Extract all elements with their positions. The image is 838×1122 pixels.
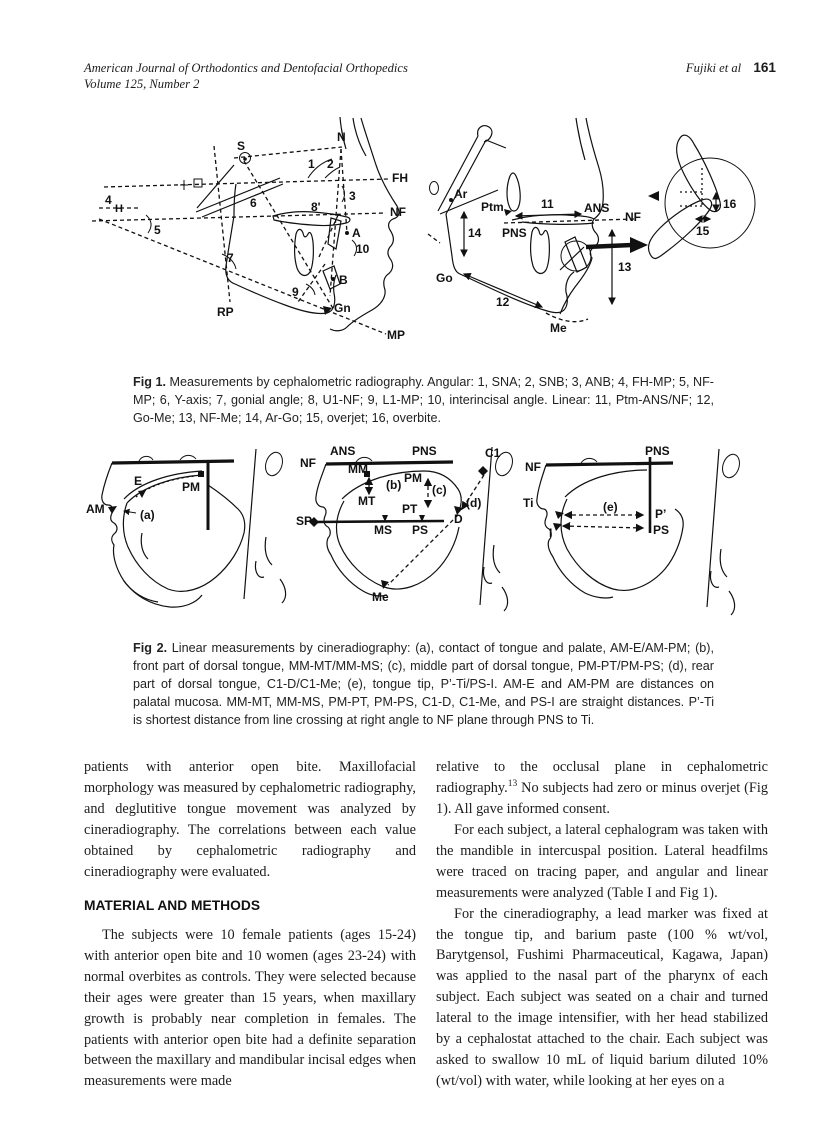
fig2-label-Ti: Ti xyxy=(523,496,534,510)
fig2-label-Pprime: P’ xyxy=(655,507,667,521)
paragraph-intro-continuation: patients with anterior open bite. Maxillofacial morphology was measured by cephalometric radiography, and deglutitive tongue movement was analyzed by cineradiography. The correlations between each value obtained by cephalometric radiography and cineradiography were evaluated. xyxy=(84,759,416,880)
fig2-label-a: (a) xyxy=(140,508,155,522)
fig2-label-b: (b) xyxy=(386,478,402,492)
fig1-label-Gn: Gn xyxy=(334,301,351,315)
paragraph-occlusal-plane-text2: No subjects had zero or minus overjet (Fig 1). All gave informed consent. xyxy=(436,779,768,817)
fig2-label-NF3: NF xyxy=(525,460,541,474)
figure-2 xyxy=(84,437,774,729)
fig1-label-MP: MP xyxy=(387,328,405,342)
fig2-panel-b xyxy=(296,444,515,611)
fig1-panel-overjet-overbite xyxy=(648,135,755,258)
paragraph-occlusal-plane-text: relative to the occlusal plane in cephalometric radiography. xyxy=(436,759,768,796)
fig1-num-7: 7 xyxy=(227,251,234,265)
fig1-num-1: 1 xyxy=(308,157,315,171)
fig2-label-c: (c) xyxy=(432,483,447,497)
fig1-num-13: 13 xyxy=(618,260,632,274)
figure-2-caption xyxy=(133,639,714,729)
fig1-label-FH: FH xyxy=(392,171,408,185)
fig1-label-N: N xyxy=(337,130,346,144)
journal-volume-issue: Volume 125, Number 2 xyxy=(84,77,200,92)
fig1-num-5: 5 xyxy=(154,223,161,237)
section-heading-material-and-methods: MATERIAL AND METHODS xyxy=(84,897,261,913)
fig1-label-RP: RP xyxy=(217,305,234,319)
fig1-num-8: 8' xyxy=(311,200,321,214)
fig1-panel-cephalometric-angles xyxy=(92,117,408,342)
fig2-label-PM: PM xyxy=(182,480,200,494)
figure-1-drawing xyxy=(84,116,796,362)
fig2-label-e: (e) xyxy=(603,500,618,514)
fig1-label-Me: Me xyxy=(550,321,567,335)
fig2-label-PS: PS xyxy=(412,523,429,537)
figure-2-drawing xyxy=(84,437,774,629)
figure-2-caption-label: Fig 2. xyxy=(133,641,168,655)
fig1-num-14: 14 xyxy=(468,226,482,240)
figure-2-caption-text: Linear measurements by cineradiography: (a), contact of tongue and palate, AM-E/AM-PM; (b), front part of dorsal tongue, MM-MT/MM-MS; (c), middle part of dorsal tongue, PM-PT/PM-PS; (d), rear part of dorsal tongue, C1-D/C1-Me; (e), tongue tip, P’-Ti/PS-I. AM-E and AM-PM are distances on palatal mucosa. MM-MT, MM-MS, PM-PT, PM-PS, C1-D, C1-Me, and PS-I are straight distances. P’-Ti is shortest distance from line crossing at right angle to NF plane through PNS to Ti. xyxy=(133,641,714,727)
paragraph-cineradiography: For the cineradiography, a lead marker was fixed at the tongue tip, and barium paste (100 % wt/vol, Barytgensol, Fushimi Pharmaceutical, Kagawa, Japan) was applied to the nasal part of the pharynx of each subject. Each subject was seated on a chair and turned lateral to the image intensifier, with her head stabilized by a cephalostat attached to the chair. Each subject was asked to swallow 10 mL of liquid barium diluted 10% (wt/vol) with water, while looking at her eyes on a xyxy=(436,905,768,1090)
fig1-num-15: 15 xyxy=(696,224,710,238)
fig1-label-B: B xyxy=(339,273,348,287)
fig2-label-MT: MT xyxy=(358,494,376,508)
fig1-num-3: 3 xyxy=(349,189,356,203)
fig2-label-NF: NF xyxy=(300,456,316,470)
fig2-label-PNS3: PNS xyxy=(645,444,670,458)
fig1-label-S: S xyxy=(237,139,246,153)
body-text xyxy=(84,757,768,1092)
fig2-label-SP: SP xyxy=(296,514,313,528)
fig2-label-I: I xyxy=(549,526,553,540)
fig2-panel-c xyxy=(523,444,742,615)
fig1-num-2: 2 xyxy=(327,157,334,171)
column-left xyxy=(84,757,416,1092)
fig1-label-ANS: ANS xyxy=(584,201,610,215)
fig2-label-D: D xyxy=(454,512,463,526)
fig2-label-PS3: PS xyxy=(653,523,670,537)
page-number: 161 xyxy=(753,60,776,75)
journal-title: American Journal of Orthodontics and Dentofacial Orthopedics xyxy=(84,61,408,75)
fig2-label-Me2: Me xyxy=(372,590,389,604)
fig2-label-E: E xyxy=(134,474,143,488)
journal-identification xyxy=(84,60,408,92)
fig1-label-H: H xyxy=(115,203,123,215)
figure-1-caption-label: Fig 1. xyxy=(133,375,166,389)
fig2-label-PNS: PNS xyxy=(412,444,437,458)
fig1-num-12: 12 xyxy=(496,295,510,309)
fig2-label-MS: MS xyxy=(374,523,392,537)
fig1-num-11: 11 xyxy=(541,197,554,211)
figure-1-caption xyxy=(133,373,714,427)
fig1-num-9: 9 xyxy=(292,285,299,299)
fig2-label-AM: AM xyxy=(86,502,105,516)
fig1-label-PNS: PNS xyxy=(502,226,527,240)
fig1-label-Ptm: Ptm xyxy=(481,200,504,214)
fig1-num-4: 4 xyxy=(105,193,112,207)
page-header xyxy=(84,60,776,92)
fig1-label-A: A xyxy=(352,226,361,240)
running-authors: Fujiki et al xyxy=(685,61,742,75)
paragraph-subjects: The subjects were 10 female patients (ages 15-24) with anterior open bite and 10 women (ages 23-24) with normal overbites as controls. They were selected because their ages were greater than 15 years, when maxillary growth is probably near completion in females. The patients with anterior open bite had a definite separation between the maxillary and mandibular incisal edges when measurements were made xyxy=(84,926,416,1090)
fig1-label-NF: NF xyxy=(390,205,406,219)
fig2-label-PT: PT xyxy=(402,502,418,516)
figure-1-caption-text: Measurements by cephalometric radiography. Angular: 1, SNA; 2, SNB; 3, ANB; 4, FH-MP; 5, NF-MP; 6, Y-axis; 7, gonial angle; 8, U1-NF; 9, L1-MP; 10, interincisal angle. Linear: 11, Ptm-ANS/NF; 12, Go-Me; 13, NF-Me; 14, Ar-Go; 15, overjet; 16, overbite. xyxy=(133,375,714,425)
fig2-label-ANS: ANS xyxy=(330,444,356,458)
fig1-panel-linear-measures xyxy=(428,118,648,335)
reference-superscript-13: 13 xyxy=(507,779,518,790)
fig2-label-PM2: PM xyxy=(404,471,422,485)
fig1-label-NF2: NF xyxy=(625,210,641,224)
running-head xyxy=(686,60,776,76)
fig1-num-10: 10 xyxy=(356,242,370,256)
fig1-num-6: 6 xyxy=(250,196,257,210)
paragraph-occlusal-plane xyxy=(436,757,768,820)
column-right xyxy=(436,757,768,1092)
fig1-label-Go: Go xyxy=(436,271,453,285)
fig2-label-d: (d) xyxy=(466,496,482,510)
fig1-label-Ar: Ar xyxy=(454,187,468,201)
fig2-label-MM: MM xyxy=(348,462,368,476)
paragraph-cephalogram: For each subject, a lateral cephalogram was taken with the mandible in intercuspal position. Lateral headfilms were traced on tracing paper, and angular and linear measurements were analyzed (Table I and Fig 1). xyxy=(436,821,768,901)
fig1-num-16: 16 xyxy=(723,197,737,211)
fig2-label-C1: C1 xyxy=(485,446,501,460)
figure-1 xyxy=(84,116,796,427)
fig2-panel-a xyxy=(86,449,286,607)
